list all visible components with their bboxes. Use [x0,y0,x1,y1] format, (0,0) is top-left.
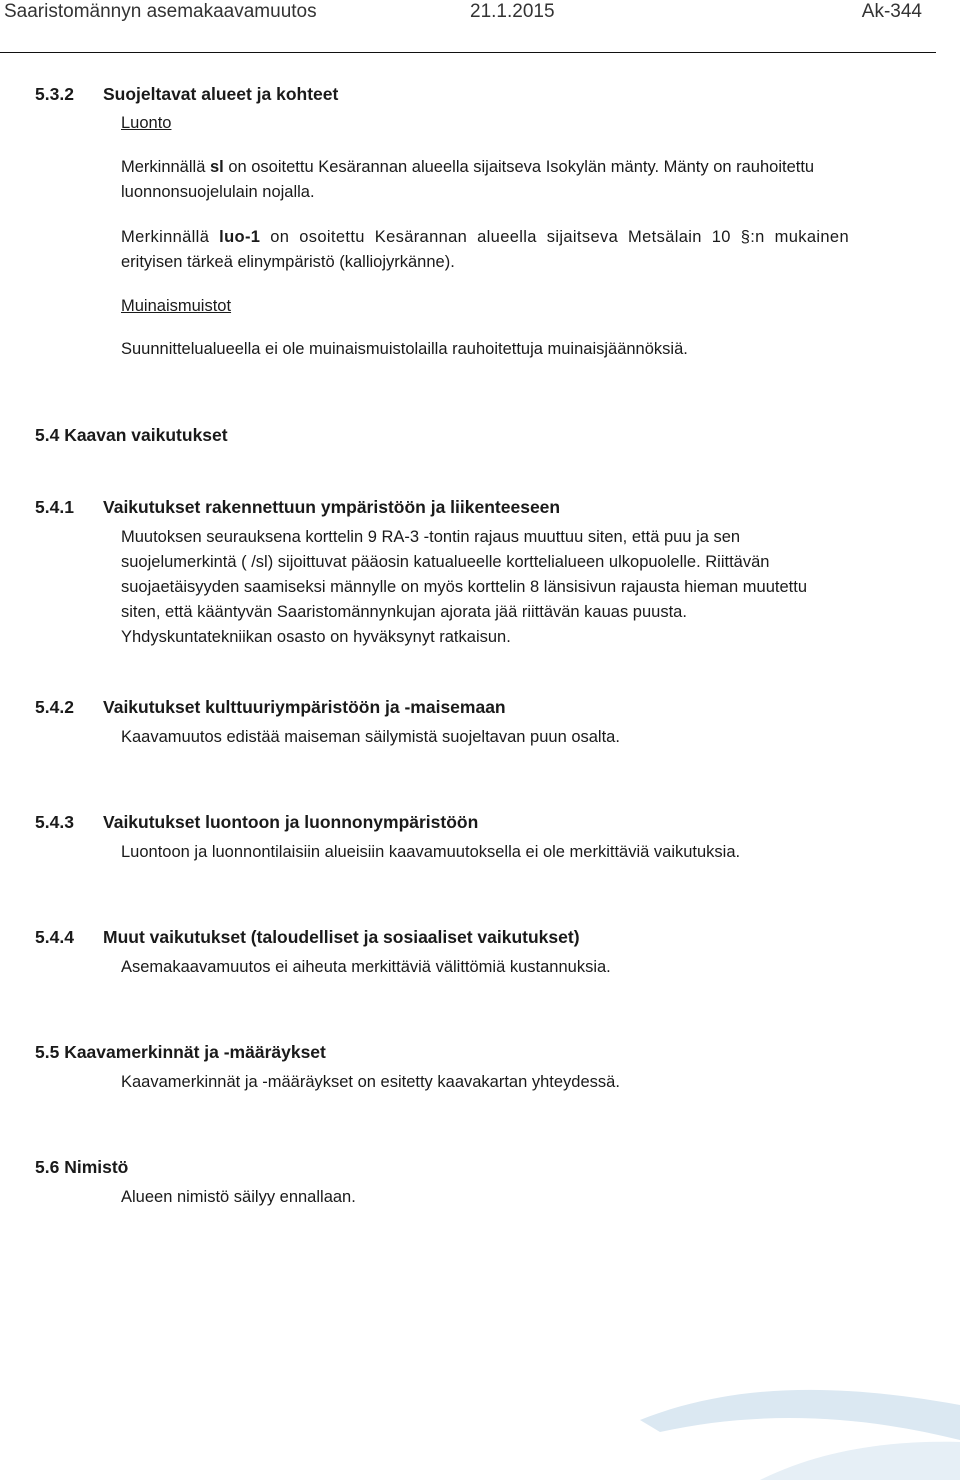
paragraph-line: suojelumerkintä ( /sl) sijoittuvat pääosin katualueelle korttelialueen ulkopuolelle. Riittävän [121,553,770,571]
section-heading: 5.4 Kaavan vaikutukset [35,425,228,445]
subheading-nature: Luonto [121,114,172,132]
paragraph-line: Merkinnällä luo-1 on osoitettu Kesärannan alueella sijaitseva Metsälain 10 §:n mukainen [121,228,849,246]
section-heading: 5.5 Kaavamerkinnät ja -määräykset [35,1042,326,1062]
paragraph-line: Asemakaavamuutos ei aiheuta merkittäviä välittömiä kustannuksia. [121,958,611,976]
paragraph-line: erityisen tärkeä elinympäristö (kalliojyrkänne). [121,253,455,271]
paragraph-line: Kaavamuutos edistää maiseman säilymistä suojeltavan puun osalta. [121,728,620,746]
marking-code: luo-1 [219,228,261,246]
wave-shape [640,1390,960,1440]
paragraph-line: Luontoon ja luonnontilaisiin alueisiin kaavamuutoksella ei ole merkittäviä vaikutuksia. [121,843,741,861]
paragraph-line: Muutoksen seurauksena korttelin 9 RA-3 -tontin rajaus muuttuu siten, että puu ja sen [121,528,741,546]
section-heading: Suojeltavat alueet ja kohteet [103,84,339,104]
subheading-antiquities: Muinaismuistot [121,297,232,315]
section-heading: Vaikutukset luontoon ja luonnonympäristöön [103,812,479,832]
paragraph-line: Suunnittelualueella ei ole muinaismuistolailla rauhoitettuja muinaisjäännöksiä. [121,340,688,358]
document-title: Saaristomännyn asemakaavamuutos [4,1,317,22]
paragraph-line: luonnonsuojelulain nojalla. [121,183,315,201]
section-number: 5.4.2 [35,697,74,717]
paragraph-line: Alueen nimistö säilyy ennallaan. [121,1188,356,1206]
section-number: 5.4.1 [35,497,74,517]
wave-shape [760,1442,960,1480]
paragraph-line: Kaavamerkinnät ja -määräykset on esitetty kaavakartan yhteydessä. [121,1073,620,1091]
paragraph-line: suojaetäisyyden saamiseksi männylle on myös korttelin 8 länsisivun rajausta hieman muutettu [121,578,808,596]
document-code: Ak-344 [861,1,922,22]
section-heading: Vaikutukset rakennettuun ympäristöön ja liikenteeseen [103,497,561,517]
paragraph-line: Merkinnällä sl on osoitettu Kesärannan alueella sijaitseva Isokylän mänty. Mänty on rauhoitettu [121,158,815,176]
section-heading: 5.6 Nimistö [35,1157,129,1177]
paragraph-line: Yhdyskuntatekniikan osasto on hyväksynyt ratkaisun. [121,628,511,646]
marking-code: sl [209,158,224,176]
document-date: 21.1.2015 [470,1,555,22]
section-number: 5.4.4 [35,927,74,947]
paragraph-line: siten, että kääntyvän Saaristomännynkujan ajorata jää riittävän kauas puusta. [121,603,687,621]
section-heading: Muut vaikutukset (taloudelliset ja sosiaaliset vaikutukset) [103,927,580,947]
section-number: 5.3.2 [35,84,74,104]
section-number: 5.4.3 [35,812,74,832]
section-heading: Vaikutukset kulttuuriympäristöön ja -maisemaan [103,697,506,717]
